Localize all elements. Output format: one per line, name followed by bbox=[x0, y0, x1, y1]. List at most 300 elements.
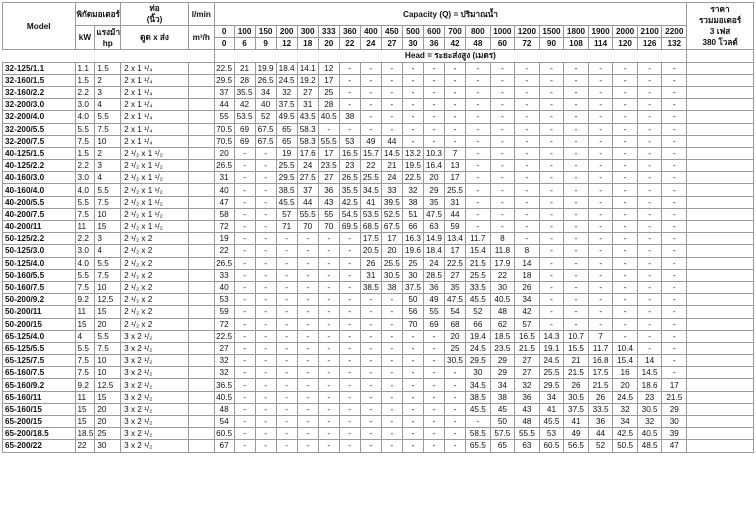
head-cell: - bbox=[445, 86, 466, 98]
head-cell: 32 bbox=[214, 355, 234, 367]
head-cell: - bbox=[515, 221, 540, 233]
head-cell: - bbox=[402, 403, 423, 415]
price-cell bbox=[687, 160, 754, 172]
head-cell: - bbox=[402, 391, 423, 403]
head-cell: - bbox=[490, 172, 515, 184]
m3h-value: 20 bbox=[318, 38, 339, 50]
head-cell: 16.5 bbox=[339, 147, 360, 159]
head-cell: - bbox=[613, 74, 638, 86]
head-cell: 56.5 bbox=[564, 440, 589, 452]
head-cell: 30 bbox=[402, 269, 423, 281]
pipe-cell: 2 ¹/₂ x 1 ¹/₂ bbox=[121, 221, 189, 233]
flow-spacer-cell bbox=[188, 147, 214, 159]
head-cell: - bbox=[588, 294, 613, 306]
table-row bbox=[3, 135, 754, 147]
head-cell: - bbox=[515, 196, 540, 208]
head-cell: 29.5 bbox=[276, 172, 297, 184]
table-row bbox=[3, 342, 754, 354]
head-cell: 40.5 bbox=[216, 392, 233, 402]
head-cell: - bbox=[276, 355, 297, 367]
head-cell: 16.4 bbox=[423, 160, 444, 172]
head-cell: 38 bbox=[339, 111, 360, 123]
head-cell: - bbox=[234, 184, 255, 196]
head-cell: 34.5 bbox=[466, 379, 491, 391]
table-row bbox=[3, 416, 754, 428]
head-cell: - bbox=[402, 342, 423, 354]
lmin-value: 200 bbox=[276, 26, 297, 38]
head-cell: - bbox=[490, 62, 515, 74]
hp-cell: 1.5 bbox=[95, 62, 121, 74]
head-cell: 32 bbox=[214, 367, 234, 379]
head-cell: 17 bbox=[318, 74, 339, 86]
head-cell: 41 bbox=[564, 416, 589, 428]
head-cell: - bbox=[255, 269, 276, 281]
head-cell: 18.5 bbox=[490, 330, 515, 342]
head-cell: 29.5 bbox=[539, 379, 564, 391]
head-cell: 36 bbox=[423, 281, 444, 293]
head-cell: - bbox=[297, 403, 318, 415]
head-cell: - bbox=[662, 62, 687, 74]
head-cell: 19.2 bbox=[297, 74, 318, 86]
head-cell: - bbox=[662, 147, 687, 159]
head-cell: 52 bbox=[466, 306, 491, 318]
model-cell: 40-200/11 bbox=[3, 221, 76, 233]
head-cell: - bbox=[276, 440, 297, 452]
head-cell: - bbox=[445, 135, 466, 147]
price-cell bbox=[687, 147, 754, 159]
head-cell: - bbox=[297, 330, 318, 342]
head-cell: 52.5 bbox=[381, 208, 402, 220]
head-cell: - bbox=[539, 99, 564, 111]
flow-spacer-cell bbox=[188, 330, 214, 342]
head-cell: - bbox=[466, 62, 491, 74]
head-cell: - bbox=[360, 391, 381, 403]
head-cell: - bbox=[539, 74, 564, 86]
head-cell: 24 bbox=[423, 257, 444, 269]
head-cell: - bbox=[402, 379, 423, 391]
hp-cell: 7.5 bbox=[95, 196, 121, 208]
head-cell: - bbox=[539, 160, 564, 172]
head-cell: - bbox=[297, 257, 318, 269]
price-cell bbox=[687, 233, 754, 245]
head-cell: 35.5 bbox=[339, 184, 360, 196]
head-cell: - bbox=[662, 245, 687, 257]
head-cell: - bbox=[564, 62, 589, 74]
head-cell: 55.5 bbox=[297, 208, 318, 220]
pipe-cell: 3 x 2 ¹/₂ bbox=[121, 379, 189, 391]
head-cell: - bbox=[234, 160, 255, 172]
head-cell: - bbox=[564, 257, 589, 269]
head-cell: - bbox=[339, 86, 360, 98]
head-cell: 38 bbox=[381, 281, 402, 293]
head-cell: - bbox=[360, 318, 381, 330]
head-cell: - bbox=[466, 160, 491, 172]
head-cell: - bbox=[539, 62, 564, 74]
head-cell: 37 bbox=[214, 86, 234, 98]
head-cell: 17 bbox=[445, 245, 466, 257]
head-cell: - bbox=[613, 196, 638, 208]
m3h-value: 108 bbox=[564, 38, 589, 50]
head-cell: - bbox=[297, 342, 318, 354]
head-cell: 36 bbox=[515, 391, 540, 403]
table-row bbox=[3, 281, 754, 293]
table-row bbox=[3, 379, 754, 391]
head-cell: - bbox=[360, 403, 381, 415]
head-cell: - bbox=[297, 428, 318, 440]
head-cell: - bbox=[588, 196, 613, 208]
head-cell: 31 bbox=[214, 172, 234, 184]
table-row bbox=[3, 306, 754, 318]
head-cell: - bbox=[276, 403, 297, 415]
lmin-value: 700 bbox=[445, 26, 466, 38]
head-cell: - bbox=[588, 62, 613, 74]
head-cell: - bbox=[662, 269, 687, 281]
head-cell: 15.4 bbox=[613, 355, 638, 367]
head-header: Head = ระยะส่งสูง (เมตร) bbox=[214, 50, 687, 62]
price-cell bbox=[687, 99, 754, 111]
price-cell bbox=[687, 62, 754, 74]
head-cell: - bbox=[466, 111, 491, 123]
head-cell: 14.5 bbox=[637, 367, 662, 379]
head-cell: - bbox=[339, 281, 360, 293]
model-cell: 65-200/22 bbox=[3, 440, 76, 452]
model-cell: 32-200/5.5 bbox=[3, 123, 76, 135]
kw-cell: 3.0 bbox=[75, 99, 95, 111]
head-cell: 26.5 bbox=[216, 161, 233, 171]
hp-cell: 3 bbox=[95, 86, 121, 98]
head-cell: - bbox=[564, 196, 589, 208]
pipe-cell: 2 ¹/₂ x 2 bbox=[121, 281, 189, 293]
model-cell: 65-125/5.5 bbox=[3, 342, 76, 354]
head-cell: - bbox=[466, 135, 491, 147]
head-cell: - bbox=[588, 184, 613, 196]
head-cell: - bbox=[564, 233, 589, 245]
head-cell: 21 bbox=[381, 160, 402, 172]
head-cell: - bbox=[588, 269, 613, 281]
price-cell bbox=[687, 403, 754, 415]
head-cell: - bbox=[255, 257, 276, 269]
head-cell: 37.5 bbox=[276, 99, 297, 111]
model-cell: 50-200/15 bbox=[3, 318, 76, 330]
head-cell: - bbox=[588, 147, 613, 159]
head-cell: - bbox=[234, 355, 255, 367]
hp-cell: 30 bbox=[95, 440, 121, 452]
pump-performance-table bbox=[2, 2, 754, 453]
head-cell: 20 bbox=[423, 172, 444, 184]
head-cell: 32 bbox=[276, 86, 297, 98]
head-cell: - bbox=[339, 342, 360, 354]
head-cell: - bbox=[662, 281, 687, 293]
head-cell: 57.5 bbox=[490, 428, 515, 440]
pipe-cell: 2 ¹/₂ x 1 ¹/₂ bbox=[121, 208, 189, 220]
head-cell: - bbox=[381, 379, 402, 391]
head-cell: - bbox=[564, 269, 589, 281]
m3h-value: 22 bbox=[339, 38, 360, 50]
head-cell: - bbox=[588, 257, 613, 269]
head-cell: - bbox=[564, 245, 589, 257]
head-cell: 12 bbox=[318, 62, 339, 74]
head-cell: 11.7 bbox=[466, 233, 491, 245]
head-cell: 33 bbox=[214, 269, 234, 281]
head-cell: - bbox=[662, 99, 687, 111]
head-cell: - bbox=[564, 184, 589, 196]
head-cell: - bbox=[564, 74, 589, 86]
kw-cell: 4.0 bbox=[75, 111, 95, 123]
head-cell: 40.5 bbox=[637, 428, 662, 440]
hp-cell: 15 bbox=[95, 306, 121, 318]
head-cell: - bbox=[588, 318, 613, 330]
head-cell: 15.5 bbox=[564, 342, 589, 354]
hp-cell: 12.5 bbox=[95, 379, 121, 391]
head-cell: - bbox=[588, 111, 613, 123]
model-cell: 65-160/15 bbox=[3, 403, 76, 415]
head-cell: - bbox=[360, 367, 381, 379]
pipe-cell: 2 ¹/₂ x 1 ¹/₂ bbox=[121, 147, 189, 159]
head-cell: - bbox=[490, 135, 515, 147]
flow-spacer-cell bbox=[188, 62, 214, 74]
head-cell: 26 bbox=[515, 281, 540, 293]
head-cell: - bbox=[402, 111, 423, 123]
head-cell: - bbox=[339, 355, 360, 367]
hp-cell: 15 bbox=[95, 391, 121, 403]
head-cell: 28.5 bbox=[423, 269, 444, 281]
kw-cell: 7.5 bbox=[75, 135, 95, 147]
price-cell bbox=[687, 196, 754, 208]
head-cell: - bbox=[423, 355, 444, 367]
model-cell: 50-160/7.5 bbox=[3, 281, 76, 293]
head-cell: - bbox=[318, 428, 339, 440]
head-cell: - bbox=[613, 330, 638, 342]
pipe-cell: 2 ¹/₂ x 2 bbox=[121, 294, 189, 306]
head-cell: - bbox=[466, 99, 491, 111]
head-cell: 54 bbox=[445, 306, 466, 318]
head-cell: 26.5 bbox=[216, 258, 233, 268]
flow-spacer-cell bbox=[188, 172, 214, 184]
head-cell: 21.5 bbox=[564, 367, 589, 379]
head-cell: - bbox=[637, 257, 662, 269]
head-cell: - bbox=[318, 367, 339, 379]
head-cell: - bbox=[360, 111, 381, 123]
lmin-value: 450 bbox=[381, 26, 402, 38]
head-cell: 67.5 bbox=[255, 135, 276, 147]
price-cell bbox=[687, 294, 754, 306]
head-cell: 17.5 bbox=[360, 233, 381, 245]
hp-cell: 20 bbox=[95, 403, 121, 415]
lmin-value: 1000 bbox=[490, 26, 515, 38]
head-cell: 28 bbox=[318, 99, 339, 111]
head-cell: - bbox=[234, 208, 255, 220]
head-cell: 19.9 bbox=[255, 62, 276, 74]
head-cell: - bbox=[381, 440, 402, 452]
head-cell: - bbox=[613, 269, 638, 281]
price-cell bbox=[687, 208, 754, 220]
head-cell: - bbox=[515, 147, 540, 159]
hp-cell: 10 bbox=[95, 367, 121, 379]
flow-spacer-cell bbox=[188, 196, 214, 208]
head-cell: 65.5 bbox=[466, 440, 491, 452]
head-cell: 25 bbox=[445, 342, 466, 354]
head-cell: - bbox=[445, 62, 466, 74]
head-cell: - bbox=[613, 111, 638, 123]
price-header: ราคา รวมมอเตอร์ 3 เฟส 380 โวลต์ bbox=[687, 3, 754, 50]
head-cell: - bbox=[539, 184, 564, 196]
table-row bbox=[3, 318, 754, 330]
hp-cell: 4 bbox=[95, 172, 121, 184]
model-cell: 50-125/2.2 bbox=[3, 233, 76, 245]
head-cell: - bbox=[255, 196, 276, 208]
pipe-cell: 2 x 1 ¹/₄ bbox=[121, 62, 189, 74]
head-cell: - bbox=[234, 391, 255, 403]
head-cell: - bbox=[637, 86, 662, 98]
head-cell: - bbox=[539, 208, 564, 220]
m3h-label: m³/h bbox=[188, 26, 214, 50]
head-cell: - bbox=[539, 281, 564, 293]
kw-cell: 7.5 bbox=[75, 281, 95, 293]
model-cell: 65-200/18.5 bbox=[3, 428, 76, 440]
head-cell: 39 bbox=[662, 428, 687, 440]
head-cell: - bbox=[490, 196, 515, 208]
head-cell: 53 bbox=[539, 428, 564, 440]
head-cell: - bbox=[662, 196, 687, 208]
head-cell: - bbox=[637, 135, 662, 147]
head-cell: - bbox=[588, 123, 613, 135]
table-row bbox=[3, 391, 754, 403]
head-cell: - bbox=[662, 233, 687, 245]
head-cell: - bbox=[339, 74, 360, 86]
head-cell: 8 bbox=[490, 233, 515, 245]
head-cell: - bbox=[445, 123, 466, 135]
head-cell: - bbox=[297, 233, 318, 245]
model-cell: 40-160/4.0 bbox=[3, 184, 76, 196]
head-cell: 44 bbox=[588, 428, 613, 440]
table-body bbox=[3, 62, 754, 452]
lmin-value: 500 bbox=[402, 26, 423, 38]
head-cell: - bbox=[490, 99, 515, 111]
kw-cell: 5.5 bbox=[75, 269, 95, 281]
head-cell: - bbox=[276, 306, 297, 318]
head-cell: 32 bbox=[637, 416, 662, 428]
head-cell: - bbox=[564, 208, 589, 220]
head-cell: - bbox=[613, 135, 638, 147]
kw-cell: 4.0 bbox=[75, 184, 95, 196]
head-cell: - bbox=[318, 330, 339, 342]
head-cell: - bbox=[318, 342, 339, 354]
table-row bbox=[3, 355, 754, 367]
kw-cell: 11 bbox=[75, 221, 95, 233]
head-cell: 55 bbox=[214, 111, 234, 123]
hp-cell: 25 bbox=[95, 428, 121, 440]
head-cell: - bbox=[234, 233, 255, 245]
model-cell: 65-160/11 bbox=[3, 391, 76, 403]
head-cell: - bbox=[255, 147, 276, 159]
pipe-cell: 2 x 1 ¹/₄ bbox=[121, 74, 189, 86]
head-cell: - bbox=[402, 62, 423, 74]
flow-spacer-cell bbox=[188, 233, 214, 245]
m3h-value: 30 bbox=[402, 38, 423, 50]
head-cell: - bbox=[662, 367, 687, 379]
head-cell: 57 bbox=[276, 208, 297, 220]
head-cell: 44 bbox=[297, 196, 318, 208]
pipe-cell: 2 x 1 ¹/₄ bbox=[121, 123, 189, 135]
head-cell: 66 bbox=[466, 318, 491, 330]
table-row bbox=[3, 62, 754, 74]
head-cell: - bbox=[564, 318, 589, 330]
head-cell: - bbox=[515, 160, 540, 172]
head-cell: - bbox=[297, 318, 318, 330]
kw-cell: 4 bbox=[75, 330, 95, 342]
head-cell: - bbox=[255, 294, 276, 306]
head-cell: - bbox=[234, 245, 255, 257]
flow-spacer-cell bbox=[188, 123, 214, 135]
m3h-value: 60 bbox=[490, 38, 515, 50]
head-cell: 45 bbox=[490, 403, 515, 415]
lmin-value: 400 bbox=[360, 26, 381, 38]
head-cell: 30 bbox=[466, 367, 491, 379]
table-row bbox=[3, 367, 754, 379]
head-cell: 19.1 bbox=[539, 342, 564, 354]
model-header: Model bbox=[3, 3, 76, 50]
head-cell: - bbox=[402, 416, 423, 428]
kw-cell: 2.2 bbox=[75, 160, 95, 172]
head-cell: 14.9 bbox=[423, 233, 444, 245]
head-cell: - bbox=[381, 391, 402, 403]
head-cell: - bbox=[255, 306, 276, 318]
head-cell: 50 bbox=[402, 294, 423, 306]
head-cell: - bbox=[662, 294, 687, 306]
head-cell: - bbox=[297, 416, 318, 428]
kw-cell: 2.2 bbox=[75, 233, 95, 245]
head-cell: - bbox=[255, 391, 276, 403]
head-cell: 16.8 bbox=[588, 355, 613, 367]
head-cell: 65 bbox=[276, 135, 297, 147]
head-cell: 36.5 bbox=[216, 380, 233, 390]
head-cell: - bbox=[490, 86, 515, 98]
table-row bbox=[3, 330, 754, 342]
head-cell: - bbox=[381, 428, 402, 440]
head-cell: 24 bbox=[297, 160, 318, 172]
head-cell: 62 bbox=[490, 318, 515, 330]
flow-spacer-cell bbox=[188, 355, 214, 367]
head-cell: 33.5 bbox=[588, 403, 613, 415]
price-cell bbox=[687, 184, 754, 196]
head-cell: 70 bbox=[402, 318, 423, 330]
flow-spacer-cell bbox=[188, 208, 214, 220]
price-cell bbox=[687, 172, 754, 184]
head-cell: - bbox=[402, 355, 423, 367]
price-cell bbox=[687, 269, 754, 281]
head-cell: - bbox=[515, 123, 540, 135]
head-cell: 25.5 bbox=[276, 160, 297, 172]
head-cell: - bbox=[637, 294, 662, 306]
head-cell: - bbox=[613, 306, 638, 318]
head-cell: - bbox=[339, 428, 360, 440]
head-cell: - bbox=[318, 391, 339, 403]
head-cell: - bbox=[515, 233, 540, 245]
head-cell: - bbox=[234, 294, 255, 306]
head-cell: - bbox=[613, 123, 638, 135]
head-cell: 22 bbox=[490, 269, 515, 281]
head-cell: - bbox=[276, 342, 297, 354]
head-cell: - bbox=[234, 269, 255, 281]
model-cell: 40-200/5.5 bbox=[3, 196, 76, 208]
head-cell: 55 bbox=[423, 306, 444, 318]
head-cell: 34 bbox=[539, 391, 564, 403]
head-cell: - bbox=[490, 147, 515, 159]
flow-spacer-cell bbox=[188, 111, 214, 123]
model-cell: 32-200/7.5 bbox=[3, 135, 76, 147]
flow-spacer-cell bbox=[188, 367, 214, 379]
kw-cell: 5.5 bbox=[75, 342, 95, 354]
